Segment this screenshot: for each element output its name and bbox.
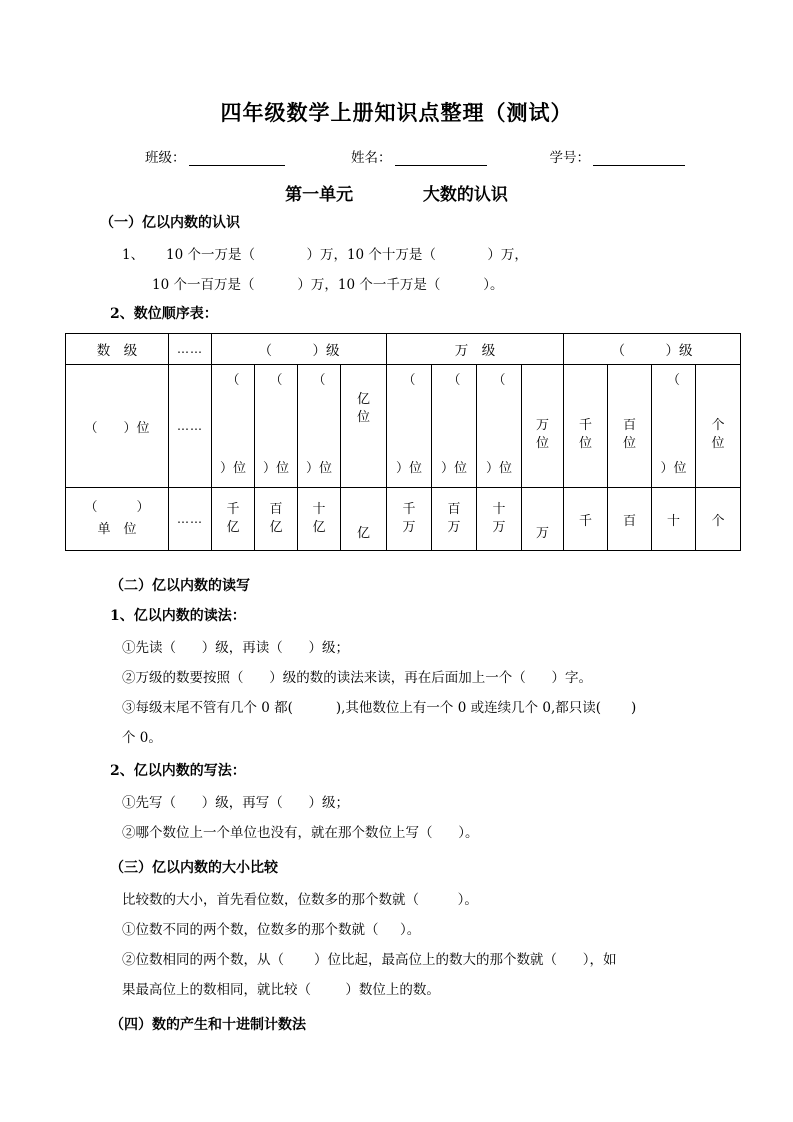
position-row-dots — [169, 365, 212, 488]
position-cell-wanwei-bottom: 位 — [535, 436, 549, 451]
header-cell-shuji — [66, 334, 169, 365]
position-row-label-text: （ ）位 — [84, 420, 150, 436]
header-cell-dots — [169, 334, 212, 365]
unit-cell-baiyi-top: 百 — [269, 502, 283, 517]
position-cell-baiwei-bottom: 位 — [622, 436, 636, 451]
position-cell-qianyi[interactable] — [212, 365, 255, 488]
position-cell-wanwei-top: 万 — [535, 418, 549, 433]
digit-position-table-wrap — [65, 333, 730, 551]
unit-heading — [0, 180, 793, 205]
class-input-line[interactable] — [189, 152, 285, 166]
position-row-label — [66, 365, 169, 488]
position-cell-baiyi-bottom: ）位 — [262, 461, 289, 476]
position-cell-gewei — [696, 365, 741, 488]
unit-row-label-bottom: 单 位 — [97, 522, 137, 537]
unit-cell-ge — [696, 488, 741, 551]
position-cell-shiwan[interactable] — [477, 365, 522, 488]
unit-cell-qianyi-bottom: 亿 — [226, 520, 240, 535]
section-2-sub-2: 2、亿以内数的写法： — [110, 763, 246, 779]
section-2-sub-1: 1、亿以内数的读法： — [110, 608, 246, 624]
unit-name: 大数的认识 — [422, 185, 508, 205]
page-title: 四年级数学上册知识点整理（测试） — [220, 100, 573, 125]
position-cell-baiwei-top: 百 — [622, 418, 636, 433]
position-cell-shiyi[interactable] — [298, 365, 341, 488]
header-cell-group-ge — [564, 334, 741, 365]
position-cell-qianwei-top: 千 — [578, 418, 592, 433]
header-group-wan-text: 万 级 — [454, 343, 496, 359]
position-cell-gewei-bottom: 位 — [711, 436, 725, 451]
digit-position-table — [65, 333, 741, 551]
name-label: 姓名： — [351, 150, 392, 166]
position-cell-baiwan[interactable] — [432, 365, 477, 488]
class-field[interactable] — [145, 146, 285, 166]
position-cell-qianwan[interactable] — [387, 365, 432, 488]
section-3-para-2: ①位数不同的两个数，位数多的那个数就（ ）。 — [122, 922, 421, 938]
section-3-para-1: 比较数的大小，首先看位数，位数多的那个数就（ ）。 — [122, 892, 478, 908]
unit-label: 第一单元 — [285, 185, 354, 205]
position-cell-baiwan-top: （ — [447, 373, 461, 388]
position-cell-gewei-top: 个 — [711, 418, 725, 433]
unit-cell-qian — [564, 488, 608, 551]
position-cell-qianwan-bottom: ）位 — [395, 461, 422, 476]
student-number-field[interactable] — [550, 146, 686, 166]
section-4-title: （四）数的产生和十进制计数法 — [110, 1017, 306, 1033]
unit-cell-baiwan — [432, 488, 477, 551]
position-cell-shiwei[interactable] — [652, 365, 696, 488]
position-row-dots-text: …… — [177, 419, 203, 433]
unit-cell-wan-top: 万 — [535, 526, 549, 541]
position-cell-shiwei-bottom: ）位 — [660, 461, 687, 476]
position-cell-yiwei-bottom: 位 — [356, 410, 370, 425]
position-cell-qianwei — [564, 365, 608, 488]
header-dots-text: …… — [177, 342, 203, 356]
section-2-title: （二）亿以内数的读写 — [110, 578, 250, 594]
section-2-para-5: ①先写（ ）级，再写（ ）级； — [122, 795, 349, 811]
item-1-number: 1、 — [122, 247, 145, 263]
position-cell-wanwei — [522, 365, 564, 488]
content-body-lower — [100, 576, 725, 1042]
unit-cell-baiwan-top: 百 — [447, 502, 461, 517]
content-body — [100, 213, 725, 331]
position-cell-baiwan-bottom: ）位 — [440, 461, 467, 476]
name-field[interactable] — [351, 146, 487, 166]
section-3-title: （三）亿以内数的大小比较 — [110, 860, 278, 876]
unit-cell-baiyi-bottom: 亿 — [269, 520, 283, 535]
section-2-para-6: ②哪个数位上一个单位也没有，就在那个数位上写（ ）。 — [122, 825, 479, 841]
unit-cell-ge-top: 个 — [711, 513, 725, 529]
table-position-row — [66, 365, 741, 488]
position-cell-shiwei-top: （ — [666, 373, 680, 388]
section-1-item-1-cont: 10 个一百万是（ ）万，10 个一千万是（ ）。 — [152, 277, 504, 293]
unit-cell-yi-top: 亿 — [356, 526, 370, 541]
position-cell-shiwan-top: （ — [492, 373, 506, 388]
position-cell-qianyi-top: （ — [226, 373, 240, 388]
student-number-input-line[interactable] — [593, 152, 685, 166]
item-1-line-1: 10 个一万是（ ）万，10 个十万是（ ）万， — [166, 247, 528, 263]
unit-cell-qianwan-top: 千 — [402, 502, 416, 517]
section-1-item-1 — [100, 240, 725, 270]
section-2-para-2: ②万级的数要按照（ ）级的数的读法来读，再在后面加上一个（ ）字。 — [122, 670, 592, 686]
name-input-line[interactable] — [395, 152, 487, 166]
unit-cell-shiyi — [298, 488, 341, 551]
unit-row-dots-text: …… — [177, 512, 203, 526]
student-number-label: 学号： — [549, 150, 590, 166]
unit-cell-shiwan-bottom: 万 — [492, 520, 506, 535]
unit-cell-bai-top: 百 — [622, 513, 636, 529]
position-cell-yiwei — [341, 365, 387, 488]
unit-cell-qianyi — [212, 488, 255, 551]
unit-cell-shiwan — [477, 488, 522, 551]
unit-row-label-top: （ ） — [84, 500, 150, 515]
position-cell-yiwei-top: 亿 — [356, 392, 370, 407]
unit-cell-shi-top: 十 — [666, 513, 680, 529]
header-group-ge-text: （ ）级 — [611, 343, 693, 359]
section-3-para-3: ②位数相同的两个数，从（ ）位比起，最高位上的数大的那个数就（ ），如 — [122, 952, 617, 968]
section-1-title: （一）亿以内数的认识 — [100, 215, 240, 231]
unit-cell-shi — [652, 488, 696, 551]
section-3-para-4: 果最高位上的数相同，就比较（ ）数位上的数。 — [122, 982, 440, 998]
table-header-row — [66, 334, 741, 365]
unit-cell-shiyi-bottom: 亿 — [312, 520, 326, 535]
unit-row-dots — [169, 488, 212, 551]
section-2-para-4: 个 0。 — [122, 730, 162, 746]
position-cell-baiyi-top: （ — [269, 373, 283, 388]
position-cell-baiwei — [608, 365, 652, 488]
position-cell-shiwan-bottom: ）位 — [485, 461, 512, 476]
unit-cell-bai — [608, 488, 652, 551]
unit-cell-baiwan-bottom: 万 — [447, 520, 461, 535]
header-shuji-text: 数 级 — [96, 343, 138, 359]
position-cell-baiyi[interactable] — [255, 365, 298, 488]
header-cell-group-wan — [387, 334, 564, 365]
unit-cell-shiwan-top: 十 — [492, 502, 506, 517]
section-1-item-2: 2、数位顺序表： — [110, 306, 218, 322]
unit-cell-qianyi-top: 千 — [226, 502, 240, 517]
unit-cell-yi — [341, 488, 387, 551]
unit-cell-qian-top: 千 — [578, 513, 592, 529]
position-cell-qianyi-bottom: ）位 — [219, 461, 246, 476]
unit-cell-baiyi — [255, 488, 298, 551]
position-cell-shiyi-top: （ — [312, 373, 326, 388]
header-group-yi-text: （ ）级 — [258, 343, 340, 359]
unit-cell-shiyi-top: 十 — [312, 502, 326, 517]
section-2-para-1: ①先读（ ）级，再读（ ）级； — [122, 640, 349, 656]
student-info-row — [145, 146, 685, 166]
position-cell-qianwan-top: （ — [402, 373, 416, 388]
unit-cell-wan — [522, 488, 564, 551]
unit-cell-qianwan — [387, 488, 432, 551]
class-label: 班级： — [145, 150, 186, 166]
table-unit-row — [66, 488, 741, 551]
unit-cell-qianwan-bottom: 万 — [402, 520, 416, 535]
position-cell-qianwei-bottom: 位 — [578, 436, 592, 451]
unit-row-label — [66, 488, 169, 551]
section-2-para-3: ③每级末尾不管有几个 0 都( ),其他数位上有一个 0 或连续几个 0,都只读( ) — [122, 700, 637, 716]
position-cell-shiyi-bottom: ）位 — [305, 461, 332, 476]
